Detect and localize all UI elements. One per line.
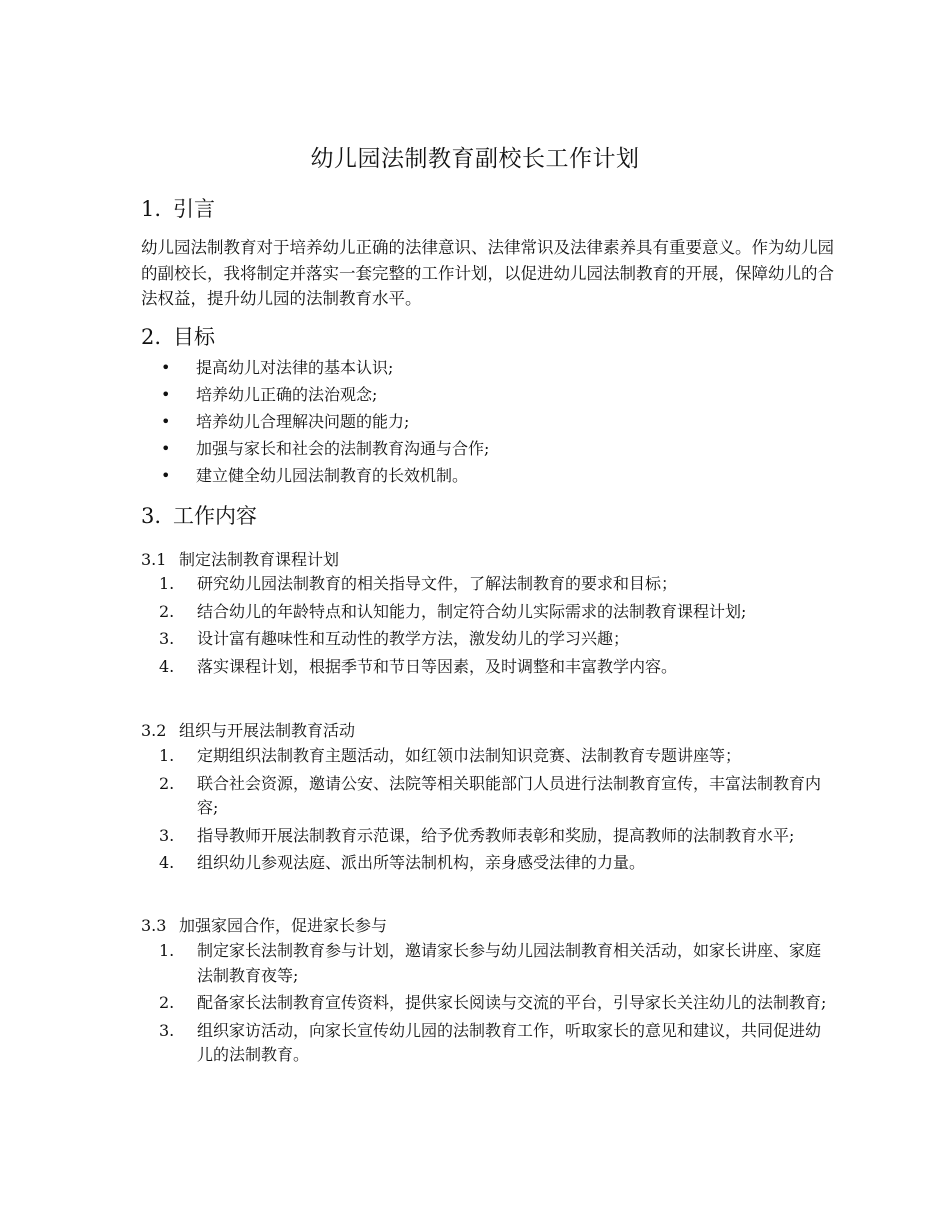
list-item [141,572,831,597]
list-item [141,408,841,435]
course-plan-list [141,572,831,682]
list-item [141,627,831,652]
list-item [141,655,831,680]
item-number: 4. [159,853,175,872]
subsection-title: 组织与开展法制教育活动 [179,721,356,740]
bullet-icon: • [161,412,171,431]
item-number: 2. [159,601,175,621]
section-title: 工作内容 [173,504,257,528]
list-item [141,772,831,821]
bullet-icon: • [161,466,171,485]
list-item-text: 结合幼儿的年龄特点和认知能力，制定符合幼儿实际需求的法制教育课程计划; [197,601,747,621]
goals-list [141,354,841,489]
list-item [141,744,831,769]
item-number: 3. [159,825,175,845]
list-item-text: 设计富有趣味性和互动性的教学方法，激发幼儿的学习兴趣； [197,629,630,648]
activities-list [141,744,831,879]
section-number: 3. [141,504,162,528]
item-number: 3. [159,629,175,648]
bullet-icon: • [161,385,171,404]
section-heading-work [141,502,257,530]
subsection-title: 加强家园合作，促进家长参与 [179,916,388,935]
item-number: 1. [159,746,175,765]
list-item [141,462,841,489]
subsection-heading-3-1 [141,548,339,572]
list-item-text: 配备家长法制教育宣传资料，提供家长阅读与交流的平台，引导家长关注幼儿的法制教育; [197,993,827,1012]
list-item-text: 制定家长法制教育参与计划，邀请家长参与幼儿园法制教育相关活动，如家长讲座、家庭法制教育夜等; [197,941,822,985]
list-item [141,824,831,849]
item-number: 1. [159,941,175,960]
subsection-title: 制定法制教育课程计划 [179,550,340,569]
list-item-text: 指导教师开展法制教育示范课，给予优秀教师表彰和奖励，提高教师的法制教育水平; [197,825,795,845]
parent-cooperation-list [141,939,831,1071]
item-number: 4. [159,656,175,676]
list-item-text: 落实课程计划，根据季节和节日等因素，及时调整和丰富教学内容。 [197,656,678,676]
list-item-text: 提高幼儿对法律的基本认识; [196,358,394,377]
item-number: 2. [159,773,175,793]
list-item [141,381,841,408]
section-title: 目标 [173,325,215,349]
item-number: 2. [159,993,175,1012]
subsection-number: 3.3 [141,916,167,935]
list-item-text: 培养幼儿正确的法治观念; [196,385,378,404]
subsection-number: 3.2 [141,721,167,740]
document-title: 幼儿园法制教育副校长工作计划 [310,146,640,172]
list-item [141,991,831,1016]
list-item [141,354,841,381]
list-item-text: 组织幼儿参观法庭、派出所等法制机构，亲身感受法律的力量。 [197,853,646,872]
list-item-text: 联合社会资源，邀请公安、法院等相关职能部门人员进行法制教育宣传，丰富法制教育内容; [197,773,822,817]
list-item [141,939,831,988]
list-item-text: 培养幼儿合理解决问题的能力; [196,412,410,431]
section-heading-goals [141,323,215,351]
subsection-heading-3-3 [141,914,387,938]
bullet-icon: • [161,439,171,458]
item-number: 1. [159,574,175,593]
list-item-text: 定期组织法制教育主题活动，如红领巾法制知识竞赛、法制教育专题讲座等； [197,746,742,765]
section-number: 2. [141,325,162,349]
section-heading-intro [141,195,215,223]
list-item [141,435,841,462]
list-item-text: 组织家访活动，向家长宣传幼儿园的法制教育工作，听取家长的意见和建议，共同促进幼儿的法制教育。 [197,1020,822,1064]
intro-paragraph: 幼儿园法制教育对于培养幼儿正确的法律意识、法律常识及法律素养具有重要意义。作为幼儿园的副校长，我将制定并落实一套完整的工作计划，以促进幼儿园法制教育的开展，保障幼儿的合法权益，提升幼儿园的法制教育水平。 [141,238,834,308]
subsection-number: 3.1 [141,550,167,569]
item-number: 3. [159,1020,175,1040]
section-number: 1. [141,197,162,221]
bullet-icon: • [161,358,171,377]
subsection-heading-3-2 [141,719,355,743]
list-item-text: 加强与家长和社会的法制教育沟通与合作; [196,439,490,458]
list-item-text: 建立健全幼儿园法制教育的长效机制。 [196,466,469,485]
list-item-text: 研究幼儿园法制教育的相关指导文件，了解法制教育的要求和目标； [197,574,678,593]
list-item [141,851,831,876]
list-item [141,1019,831,1068]
list-item [141,600,831,625]
section-title: 引言 [173,197,215,221]
